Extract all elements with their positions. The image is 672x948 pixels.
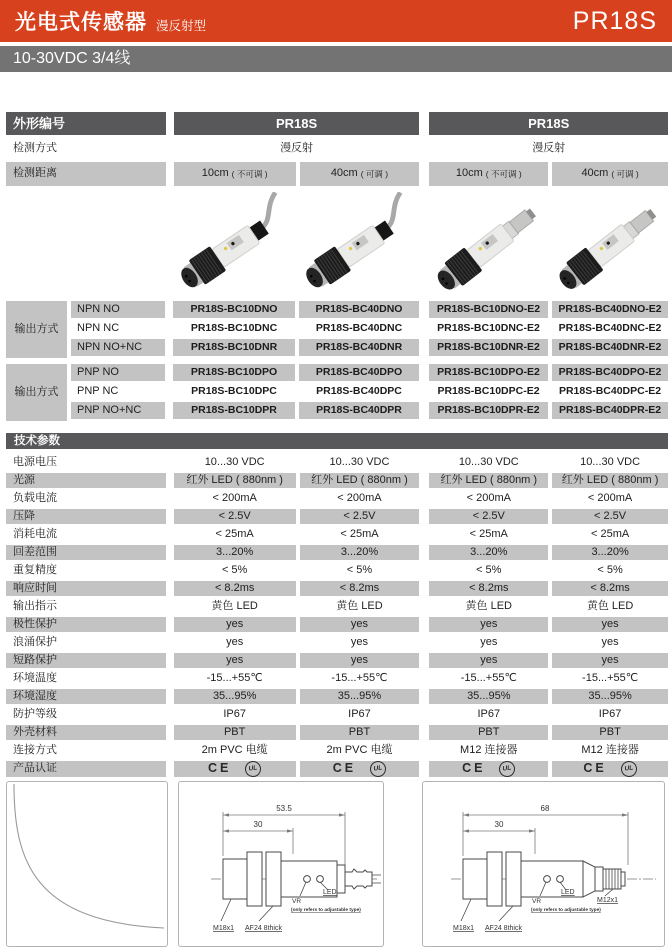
distance-note: ( 不可调 ) — [231, 168, 268, 179]
dim-thread: 30 — [253, 820, 263, 829]
spec-row — [6, 509, 668, 524]
model-number: PR18S-BC40DPR — [299, 402, 419, 419]
dim-total: 53.5 — [276, 804, 292, 813]
distance-text: 40cm — [330, 167, 358, 180]
distance-value — [300, 162, 420, 186]
spec-label: 响应时间 — [6, 581, 166, 596]
series-header-2: PR18S — [429, 112, 668, 135]
spec-value: 黄色 LED — [465, 599, 513, 612]
spec-label: 防护等级 — [13, 707, 57, 720]
ul-mark-icon: UL — [620, 760, 638, 778]
distance-text: 10cm — [455, 167, 483, 180]
led-label: LED — [323, 889, 337, 896]
cert-cell — [174, 761, 296, 777]
distance-text: 40cm — [581, 167, 609, 180]
spec-label: 外壳材料 — [6, 725, 166, 740]
model-number: PR18S-BC10DPO-E2 — [429, 364, 548, 381]
sensor-photo-connector — [552, 192, 668, 298]
distance-note: ( 可调 ) — [360, 168, 389, 179]
model-number: PR18S-BC40DNO — [299, 301, 419, 318]
spec-value: IP67 — [477, 707, 501, 720]
ce-mark-icon: CE — [462, 761, 486, 776]
spec-value: yes — [300, 617, 420, 632]
nut-label: AF24 8thick — [245, 925, 282, 932]
shape-header: 外形编号 — [6, 112, 166, 135]
page-subtitle: 漫反射型 — [156, 18, 207, 33]
dim-thread: 30 — [494, 820, 504, 829]
model-code: PR18S — [572, 6, 657, 35]
spec-value: < 25mA — [340, 527, 379, 540]
spec-value: < 200mA — [337, 491, 382, 504]
spec-value: yes — [552, 653, 668, 668]
vr-label: VR — [292, 898, 302, 905]
product-photos — [173, 191, 668, 299]
output-type-label: PNP NO — [71, 364, 165, 381]
model-number: PR18S-BC10DNC-E2 — [437, 321, 540, 334]
spec-value: < 5% — [597, 563, 623, 576]
spec-row — [6, 617, 668, 632]
spec-value: IP67 — [223, 707, 246, 720]
spec-value: 10...30 VDC — [204, 455, 265, 468]
led-label: LED — [561, 889, 575, 896]
spec-value: yes — [300, 653, 420, 668]
output-type-label: PNP NO+NC — [71, 402, 165, 419]
spec-value: < 200mA — [587, 491, 633, 504]
output-row — [71, 320, 668, 337]
model-number: PR18S-BC40DPC-E2 — [558, 384, 662, 397]
dimension-drawing-connector — [422, 781, 665, 947]
tech-params-header: 技术参数 — [6, 433, 668, 449]
model-number: PR18S-BC10DPR-E2 — [429, 402, 548, 419]
model-number: PR18S-BC10DNR — [173, 339, 295, 356]
model-number: PR18S-BC10DPR — [173, 402, 295, 419]
spec-value: < 8.2ms — [552, 581, 668, 596]
spec-value: yes — [429, 653, 548, 668]
ul-mark-icon: UL — [369, 760, 387, 778]
sensor-photo-cable — [175, 192, 293, 298]
connector-label: M12x1 — [597, 897, 619, 904]
spec-label: 极性保护 — [6, 617, 166, 632]
distance-note: ( 不可调 ) — [485, 168, 522, 179]
spec-row — [6, 455, 668, 470]
series-header-row — [6, 112, 668, 135]
spec-label: 环境温度 — [13, 671, 57, 684]
output-row — [71, 383, 668, 400]
spec-value: < 5% — [476, 563, 502, 576]
model-number: PR18S-BC40DNR — [299, 339, 419, 356]
ce-mark-icon: CE — [583, 761, 607, 776]
model-number: PR18S-BC40DPR-E2 — [552, 402, 668, 419]
spec-value: -15...+55℃ — [460, 671, 517, 684]
content — [0, 112, 672, 947]
photos-row — [6, 191, 668, 299]
spec-value: yes — [480, 635, 498, 648]
spec-value: < 2.5V — [300, 509, 420, 524]
photos-spacer — [6, 191, 165, 299]
spec-value: < 5% — [221, 563, 248, 576]
spec-value: yes — [350, 635, 369, 648]
spec-value: 黄色 LED — [211, 599, 258, 612]
sensor-photo-cable — [300, 192, 418, 298]
spec-value: -15...+55℃ — [331, 671, 388, 684]
detect-mode-value: 漫反射 — [280, 142, 314, 155]
curve-graphic — [7, 782, 167, 946]
voltage-banner: 10-30VDC 3/4线 — [0, 46, 672, 72]
spec-row — [6, 491, 668, 506]
drawings-row — [6, 781, 668, 947]
spec-value: 35...95% — [552, 689, 668, 704]
spec-value: 黄色 LED — [586, 599, 634, 612]
spec-value: -15...+55℃ — [206, 671, 263, 684]
spec-value: PBT — [300, 725, 420, 740]
distance-row — [6, 162, 668, 186]
adjustable-note: (only refers to adjustable type) — [531, 908, 601, 913]
spec-label: 压降 — [6, 509, 166, 524]
spec-value: M12 连接器 — [460, 743, 518, 756]
model-number: PR18S-BC10DNO-E2 — [429, 301, 548, 318]
spec-value: 3...20% — [300, 545, 420, 560]
spec-value: yes — [552, 617, 668, 632]
spec-row — [6, 707, 668, 722]
product-photo — [299, 191, 419, 299]
dimension-drawing-cable — [178, 781, 384, 947]
spec-value: M12 连接器 — [581, 743, 639, 756]
spec-value: 35...95% — [300, 689, 420, 704]
distance-value — [174, 162, 296, 186]
spec-value: 红外 LED ( 880nm ) — [300, 473, 420, 488]
spec-value: < 2.5V — [429, 509, 548, 524]
distance-value — [429, 162, 548, 186]
spec-row — [6, 545, 668, 560]
detect-mode-row — [6, 139, 668, 159]
series-header-1: PR18S — [174, 112, 420, 135]
spec-value: < 8.2ms — [429, 581, 548, 596]
output-type-label: NPN NC — [77, 321, 120, 334]
spec-value: 2m PVC 电缆 — [326, 743, 393, 756]
output-row — [71, 364, 668, 381]
model-number: PR18S-BC40DNO-E2 — [552, 301, 668, 318]
detect-mode-value: 漫反射 — [532, 142, 566, 155]
spec-value: < 200mA — [212, 491, 257, 504]
spec-row — [6, 671, 668, 686]
spec-value: < 200mA — [466, 491, 511, 504]
cert-label: 产品认证 — [6, 761, 166, 777]
output-row — [71, 339, 668, 356]
spec-value: yes — [174, 653, 296, 668]
model-number: PR18S-BC40DPO-E2 — [552, 364, 668, 381]
spec-row — [6, 563, 668, 578]
spec-value: PBT — [429, 725, 548, 740]
spec-label: 浪涌保护 — [13, 635, 57, 648]
distance-text: 10cm — [201, 167, 229, 180]
output-type-header: 输出方式 — [6, 301, 67, 358]
spec-value: 红外 LED ( 880nm ) — [174, 473, 296, 488]
npn-rows — [71, 301, 668, 358]
spec-value: 35...95% — [174, 689, 296, 704]
spec-value: 3...20% — [429, 545, 548, 560]
spec-value: IP67 — [348, 707, 371, 720]
spec-row — [6, 743, 668, 758]
spec-row — [6, 635, 668, 650]
output-type-label: PNP NC — [77, 384, 119, 397]
spec-value: PBT — [552, 725, 668, 740]
dim-total: 68 — [540, 804, 550, 813]
spec-label: 负载电流 — [13, 491, 57, 504]
spec-value: 红外 LED ( 880nm ) — [552, 473, 668, 488]
spec-value: 红外 LED ( 880nm ) — [429, 473, 548, 488]
spec-row — [6, 581, 668, 596]
spec-value: yes — [226, 635, 244, 648]
spec-value: 10...30 VDC — [580, 455, 641, 468]
spec-label: 输出指示 — [13, 599, 57, 612]
spec-value: < 25mA — [215, 527, 254, 540]
spec-value: 10...30 VDC — [458, 455, 519, 468]
model-number: PR18S-BC40DNR-E2 — [552, 339, 668, 356]
distance-value — [552, 162, 668, 186]
pnp-rows — [71, 364, 668, 421]
model-number: PR18S-BC10DNO — [173, 301, 295, 318]
spec-value: < 5% — [346, 563, 373, 576]
model-number: PR18S-BC10DNR-E2 — [429, 339, 548, 356]
model-number: PR18S-BC10DPC-E2 — [437, 384, 540, 397]
model-number: PR18S-BC40DNC-E2 — [558, 321, 662, 334]
spec-row — [6, 653, 668, 668]
model-number: PR18S-BC40DNC — [315, 321, 403, 334]
spec-label: 消耗电流 — [13, 527, 57, 540]
spec-value: < 8.2ms — [300, 581, 420, 596]
spec-value: 黄色 LED — [336, 599, 383, 612]
nut-label: AF24 8thick — [485, 925, 522, 932]
product-photo — [552, 191, 668, 299]
distance-note: ( 可调 ) — [611, 168, 639, 179]
spec-value: 3...20% — [174, 545, 296, 560]
spec-value: 2m PVC 电缆 — [201, 743, 268, 756]
spec-row — [6, 527, 668, 542]
spec-value: 10...30 VDC — [329, 455, 390, 468]
spec-label: 短路保护 — [6, 653, 166, 668]
spec-row — [6, 725, 668, 740]
ul-mark-icon: UL — [244, 760, 262, 778]
cert-row — [6, 761, 668, 777]
thread-label: M18x1 — [453, 925, 475, 932]
spec-value: yes — [601, 635, 619, 648]
model-number: PR18S-BC40DPO — [299, 364, 419, 381]
spec-value: < 2.5V — [174, 509, 296, 524]
sensor-photo-connector — [430, 192, 548, 298]
product-photo — [173, 191, 295, 299]
model-number: PR18S-BC10DPC — [191, 384, 277, 397]
curve-box — [6, 781, 168, 947]
spec-value: -15...+55℃ — [582, 671, 639, 684]
spec-value: 3...20% — [552, 545, 668, 560]
output-row — [71, 301, 668, 318]
spec-value: IP67 — [598, 707, 622, 720]
spec-value: PBT — [174, 725, 296, 740]
spec-label: 回差范围 — [6, 545, 166, 560]
spec-label: 重复精度 — [13, 563, 57, 576]
model-number: PR18S-BC10DNC — [190, 321, 278, 334]
output-section-npn — [6, 301, 668, 358]
page-title: 光电式传感器 — [15, 11, 147, 34]
spec-label: 连接方式 — [13, 743, 57, 756]
spec-value: 35...95% — [429, 689, 548, 704]
vr-label: VR — [532, 898, 542, 905]
output-type-label: NPN NO — [71, 301, 165, 318]
cert-cell — [300, 761, 420, 777]
model-number: PR18S-BC10DPO — [173, 364, 295, 381]
spec-value: yes — [429, 617, 548, 632]
output-section-pnp — [6, 364, 668, 421]
spec-value: yes — [174, 617, 296, 632]
spec-value: < 25mA — [590, 527, 630, 540]
adjustable-note: (only refers to adjustable type) — [291, 908, 361, 913]
distance-label: 检测距离 — [6, 162, 166, 186]
cert-cell — [429, 761, 548, 777]
spec-row — [6, 689, 668, 704]
detect-mode-label: 检测方式 — [13, 142, 57, 155]
spec-value: < 25mA — [469, 527, 508, 540]
title-banner — [0, 0, 672, 42]
product-photo — [429, 191, 548, 299]
ce-mark-icon: CE — [332, 761, 357, 776]
ce-mark-icon: CE — [207, 761, 232, 776]
spec-label: 环境湿度 — [6, 689, 166, 704]
spec-rows — [6, 455, 668, 758]
spec-label: 电源电压 — [13, 455, 57, 468]
output-row — [71, 402, 668, 419]
model-number: PR18S-BC40DPC — [316, 384, 402, 397]
output-type-header: 输出方式 — [6, 364, 67, 421]
cert-cell — [552, 761, 668, 777]
output-type-label: NPN NO+NC — [71, 339, 165, 356]
ul-mark-icon: UL — [498, 760, 516, 778]
spec-label: 光源 — [6, 473, 166, 488]
spec-row — [6, 473, 668, 488]
spec-value: < 2.5V — [552, 509, 668, 524]
spec-value: < 8.2ms — [174, 581, 296, 596]
thread-label: M18x1 — [213, 925, 235, 932]
spec-row — [6, 599, 668, 614]
